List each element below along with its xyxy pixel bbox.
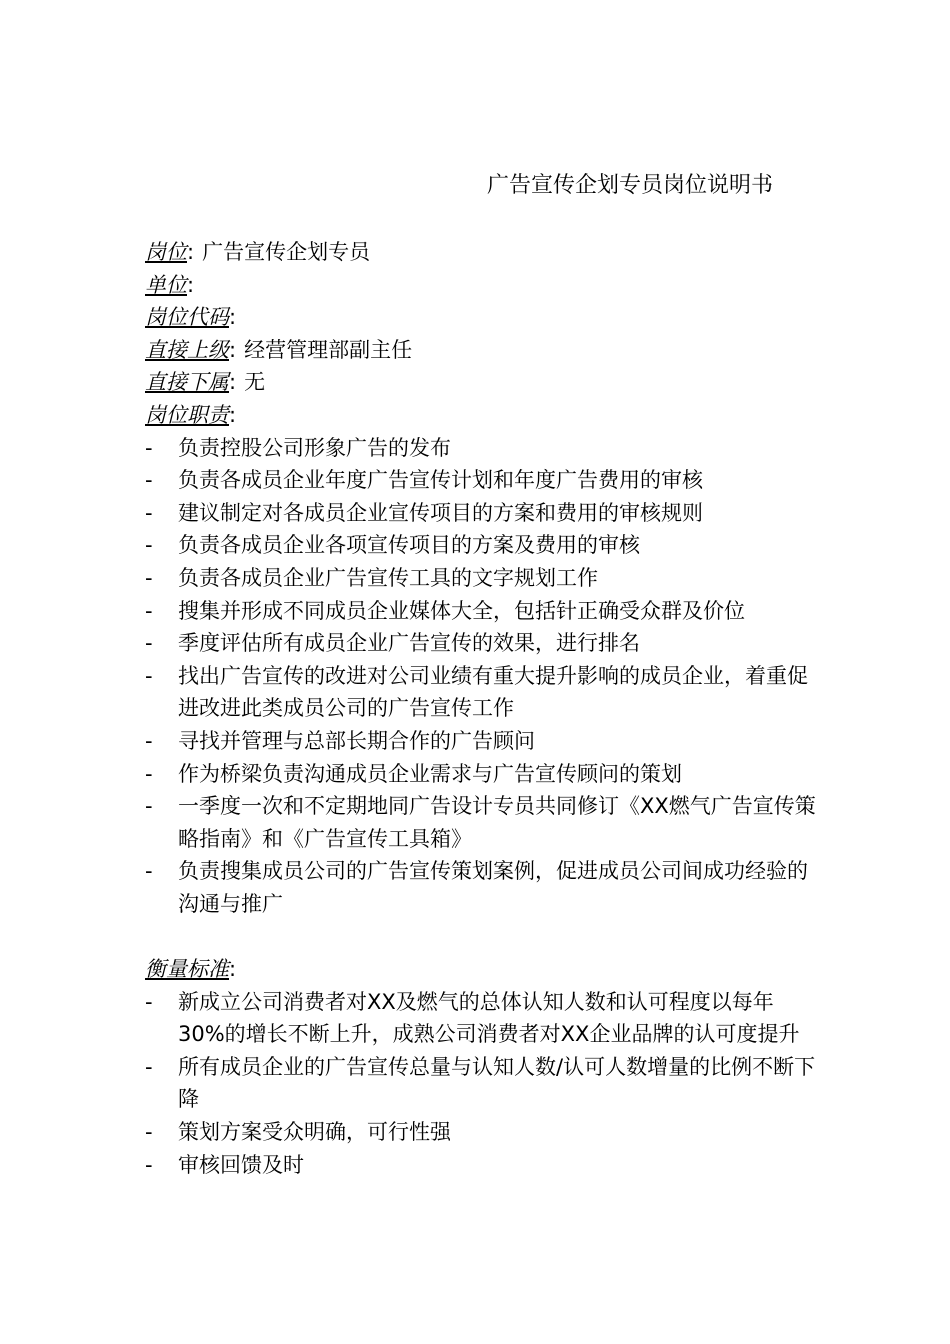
bullet-dash: - — [145, 728, 153, 753]
standard-text: 审核回馈及时 — [178, 1152, 304, 1177]
duty-text: 寻找并管理与总部长期合作的广告顾问 — [178, 728, 535, 753]
list-item — [145, 1149, 817, 1182]
bullet-dash: - — [145, 565, 153, 590]
field-colon: : — [229, 337, 237, 362]
duty-text: 找出广告宣传的改进对公司业绩有重大提升影响的成员企业，着重促进改进此类成员公司的广告宣传工作 — [178, 663, 808, 721]
field-direct-superior — [145, 334, 817, 367]
section-spacer — [145, 920, 817, 953]
list-item — [145, 627, 817, 660]
list-item — [145, 595, 817, 628]
bullet-dash: - — [145, 989, 153, 1014]
field-value-direct-superior: 经营管理部副主任 — [244, 337, 413, 362]
document-body — [145, 236, 817, 1181]
bullet-dash: - — [145, 1054, 153, 1079]
standard-text: 新成立公司消费者对XX及燃气的总体认知人数和认可程度以每年30%的增长不断上升，成熟公司消费者对XX企业品牌的认可度提升 — [178, 989, 800, 1047]
bullet-dash: - — [145, 533, 153, 558]
list-item — [145, 855, 817, 920]
field-value-position: 广告宣传企划专员 — [202, 240, 371, 264]
duty-text: 负责各成员企业各项宣传项目的方案及费用的审核 — [178, 533, 640, 558]
bullet-dash: - — [145, 598, 153, 623]
field-label-direct-superior: 直接上级 — [145, 337, 229, 362]
duty-text: 建议制定对各成员企业宣传项目的方案和费用的审核规则 — [178, 500, 703, 525]
bullet-dash: - — [145, 631, 153, 656]
list-item — [145, 1051, 817, 1116]
duty-text: 作为桥梁负责沟通成员企业需求与广告宣传顾问的策划 — [178, 761, 682, 786]
bullet-dash: - — [145, 663, 153, 688]
field-direct-subordinate — [145, 366, 817, 399]
standards-list — [145, 986, 817, 1182]
duties-list — [145, 432, 817, 921]
bullet-dash: - — [145, 1152, 153, 1177]
field-label-direct-subordinate: 直接下属 — [145, 370, 229, 395]
duty-text: 负责各成员企业年度广告宣传计划和年度广告费用的审核 — [178, 468, 703, 493]
bullet-dash: - — [145, 794, 153, 819]
bullet-dash: - — [145, 500, 153, 525]
duties-heading — [145, 399, 817, 432]
standards-heading — [145, 953, 817, 986]
bullet-dash: - — [145, 761, 153, 786]
list-item — [145, 562, 817, 595]
field-position-code — [145, 301, 817, 334]
field-value-unit — [194, 273, 202, 297]
duty-text: 负责控股公司形象广告的发布 — [178, 435, 451, 460]
bullet-dash: - — [145, 1120, 153, 1145]
field-colon: : — [187, 272, 195, 297]
list-item — [145, 432, 817, 465]
duties-label: 岗位职责 — [145, 402, 229, 427]
field-colon: : — [229, 370, 237, 395]
duties-colon: : — [229, 402, 237, 427]
standards-colon: : — [229, 957, 237, 982]
list-item — [145, 497, 817, 530]
standard-text: 所有成员企业的广告宣传总量与认知人数/认可人数增量的比例不断下降 — [178, 1054, 816, 1112]
field-label-unit: 单位 — [145, 272, 187, 297]
bullet-dash: - — [145, 859, 153, 884]
field-position — [145, 236, 817, 269]
field-value-direct-subordinate: 无 — [244, 370, 266, 395]
standards-label: 衡量标准 — [145, 957, 229, 982]
standard-text: 策划方案受众明确，可行性强 — [178, 1120, 451, 1145]
field-label-position: 岗位 — [145, 240, 187, 264]
field-value-position-code — [236, 305, 244, 329]
field-unit — [145, 269, 817, 302]
list-item — [145, 529, 817, 562]
list-item — [145, 758, 817, 791]
duty-text: 负责各成员企业广告宣传工具的文字规划工作 — [178, 565, 598, 590]
list-item — [145, 660, 817, 725]
list-item — [145, 725, 817, 758]
list-item — [145, 790, 817, 855]
duty-text: 负责搜集成员公司的广告宣传策划案例，促进成员公司间成功经验的沟通与推广 — [178, 859, 808, 916]
duty-text: 一季度一次和不定期地同广告设计专员共同修订《XX燃气广告宣传策略指南》和《广告宣传工具箱》 — [178, 794, 816, 851]
field-colon: : — [187, 240, 195, 264]
list-item — [145, 1116, 817, 1149]
list-item — [145, 986, 817, 1051]
bullet-dash: - — [145, 468, 153, 493]
duty-text: 搜集并形成不同成员企业媒体大全，包括针正确受众群及价位 — [178, 598, 745, 623]
duty-text: 季度评估所有成员企业广告宣传的效果，进行排名 — [178, 631, 640, 656]
field-label-position-code: 岗位代码 — [145, 305, 229, 330]
list-item — [145, 464, 817, 497]
field-colon: : — [229, 305, 237, 330]
document-title: 广告宣传企划专员岗位说明书 — [487, 173, 774, 198]
bullet-dash: - — [145, 435, 153, 460]
